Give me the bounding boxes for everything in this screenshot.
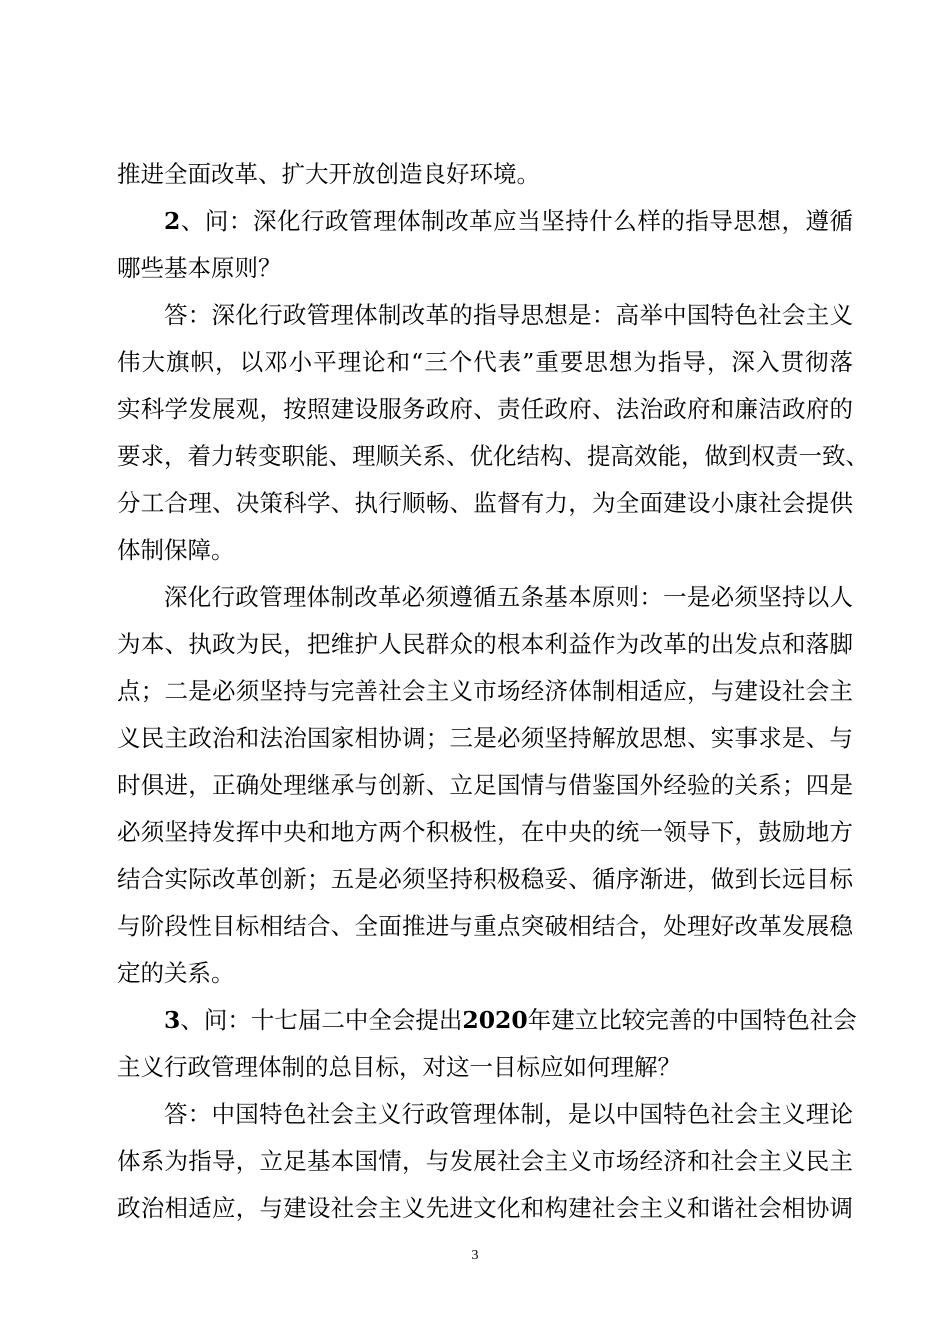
question-line: 3、问：十七届二中全会提出2020年建立比较完善的中国特色社会 <box>164 1006 857 1034</box>
text-line: 点；二是必须坚持与完善社会主义市场经济体制相适应，与建设社会主 <box>117 677 853 705</box>
answer-line: 答：深化行政管理体制改革的指导思想是：高举中国特色社会主义 <box>164 301 853 329</box>
text-line: 必须坚持发挥中央和地方两个积极性，在中央的统一领导下，鼓励地方 <box>117 818 853 846</box>
text-line: 分工合理、决策科学、执行顺畅、监督有力，为全面建设小康社会提供 <box>117 489 853 517</box>
paragraph-start-line: 深化行政管理体制改革必须遵循五条基本原则：一是必须坚持以人 <box>164 583 853 611</box>
text-line: 义民主政治和法治国家相协调；三是必须坚持解放思想、实事求是、与 <box>117 724 853 752</box>
text-line: 政治相适应，与建设社会主义先进文化和构建社会主义和谐社会相协调 <box>117 1194 853 1222</box>
text-line: 定的关系。 <box>117 959 235 987</box>
page-number: 3 <box>471 1248 479 1263</box>
text-line: 要求，着力转变职能、理顺关系、优化结构、提高效能，做到权责一致、 <box>117 442 869 470</box>
text-line: 哪些基本原则？ <box>117 254 282 282</box>
text-line: 为本、执政为民，把维护人民群众的根本利益作为改革的出发点和落脚 <box>117 630 853 658</box>
question-line: 2、问：深化行政管理体制改革应当坚持什么样的指导思想，遵循 <box>164 207 853 235</box>
text-line: 推进全面改革、扩大开放创造良好环境。 <box>117 160 540 188</box>
text-line: 与阶段性目标相结合、全面推进与重点突破相结合，处理好改革发展稳 <box>117 912 853 940</box>
text-line: 实科学发展观，按照建设服务政府、责任政府、法治政府和廉洁政府的 <box>117 395 853 423</box>
answer-line: 答：中国特色社会主义行政管理体制，是以中国特色社会主义理论 <box>164 1100 853 1128</box>
text-line: 体制保障。 <box>117 536 235 564</box>
text-line: 体系为指导，立足基本国情，与发展社会主义市场经济和社会主义民主 <box>117 1147 853 1175</box>
text-line: 主义行政管理体制的总目标，对这一目标应如何理解？ <box>117 1053 681 1081</box>
text-line: 伟大旗帜，以邓小平理论和“三个代表”重要思想为指导，深入贯彻落 <box>117 348 853 376</box>
text-line: 时俱进，正确处理继承与创新、立足国情与借鉴国外经验的关系；四是 <box>117 771 853 799</box>
text-line: 结合实际改革创新；五是必须坚持积极稳妥、循序渐进，做到长远目标 <box>117 865 853 893</box>
